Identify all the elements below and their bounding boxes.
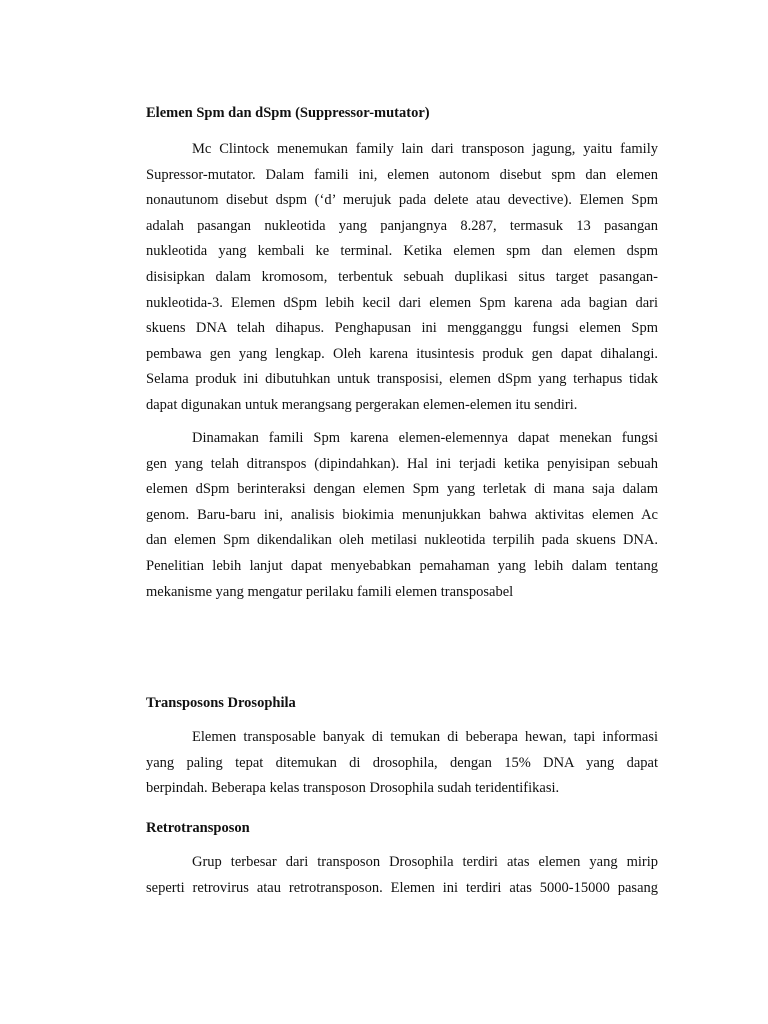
text-line: yang paling tepat ditemukan di drosophila, dengan 15% DNA yang dapat (146, 754, 658, 771)
section-heading-retrotransposon: Retrotransposon (146, 820, 250, 836)
text-line: mekanisme yang mengatur perilaku famili elemen transposabel (146, 583, 514, 600)
text-line: Dinamakan famili Spm karena elemen-elemennya dapat menekan fungsi (192, 430, 658, 446)
text-line: adalah pasangan nukleotida yang panjangnya 8.287, termasuk 13 pasangan (146, 217, 658, 234)
text-line: skuens DNA telah dihapus. Penghapusan ini mengganggu fungsi elemen Spm (146, 320, 658, 337)
text-line: nonautunom disebut dspm (‘d’ merujuk pada delete atau devective). Elemen Spm (146, 192, 658, 209)
text-line: seperti retrovirus atau retrotransposon. Elemen ini terdiri atas 5000-15000 pasang (146, 879, 658, 896)
text-line: elemen dSpm berinteraksi dengan elemen Spm yang terletak di mana saja dalam (146, 481, 658, 498)
text-line: gen yang telah ditranspos (dipindahkan). Hal ini terjadi ketika penyisipan sebuah (146, 455, 658, 472)
text-line: Supressor-mutator. Dalam famili ini, elemen autonom disebut spm dan elemen (146, 166, 658, 183)
text-line: nukleotida yang kembali ke terminal. Ketika elemen spm dan elemen dspm (146, 243, 658, 260)
section-heading-spm: Elemen Spm dan dSpm (Suppressor-mutator) (146, 105, 430, 121)
text-line: Mc Clintock menemukan family lain dari transposon jagung, yaitu family (192, 141, 658, 157)
text-line: genom. Baru-baru ini, analisis biokimia menunjukkan bahwa aktivitas elemen Ac (146, 506, 658, 523)
section-heading-drosophila: Transposons Drosophila (146, 695, 296, 711)
text-line: dapat digunakan untuk merangsang pergerakan elemen-elemen itu sendiri. (146, 396, 578, 413)
text-line: Penelitian lebih lanjut dapat menyebabkan pemahaman yang lebih dalam tentang (146, 557, 658, 574)
text-line: berpindah. Beberapa kelas transposon Drosophila sudah teridentifikasi. (146, 780, 560, 797)
text-line: Selama produk ini dibutuhkan untuk transposisi, elemen dSpm yang terhapus tidak (146, 371, 658, 388)
paragraph-spm-intro (146, 137, 658, 419)
paragraph-drosophila (146, 725, 658, 802)
text-line: Elemen transposable banyak di temukan di beberapa hewan, tapi informasi (192, 729, 658, 745)
text-line: disisipkan dalam kromosom, terbentuk sebuah duplikasi situs target pasangan- (146, 268, 658, 285)
text-line: Grup terbesar dari transposon Drosophila terdiri atas elemen yang mirip (192, 854, 658, 870)
paragraph-spm-naming (146, 426, 658, 605)
text-line: nukleotida-3. Elemen dSpm lebih kecil dari elemen Spm karena ada bagian dari (146, 294, 658, 311)
text-line: pembawa gen yang lengkap. Oleh karena itusintesis produk gen dapat dihalangi. (146, 345, 658, 362)
text-line: dan elemen Spm dikendalikan oleh metilasi nukleotida terpilih pada skuens DNA. (146, 532, 658, 549)
paragraph-retrotransposon (146, 850, 658, 901)
